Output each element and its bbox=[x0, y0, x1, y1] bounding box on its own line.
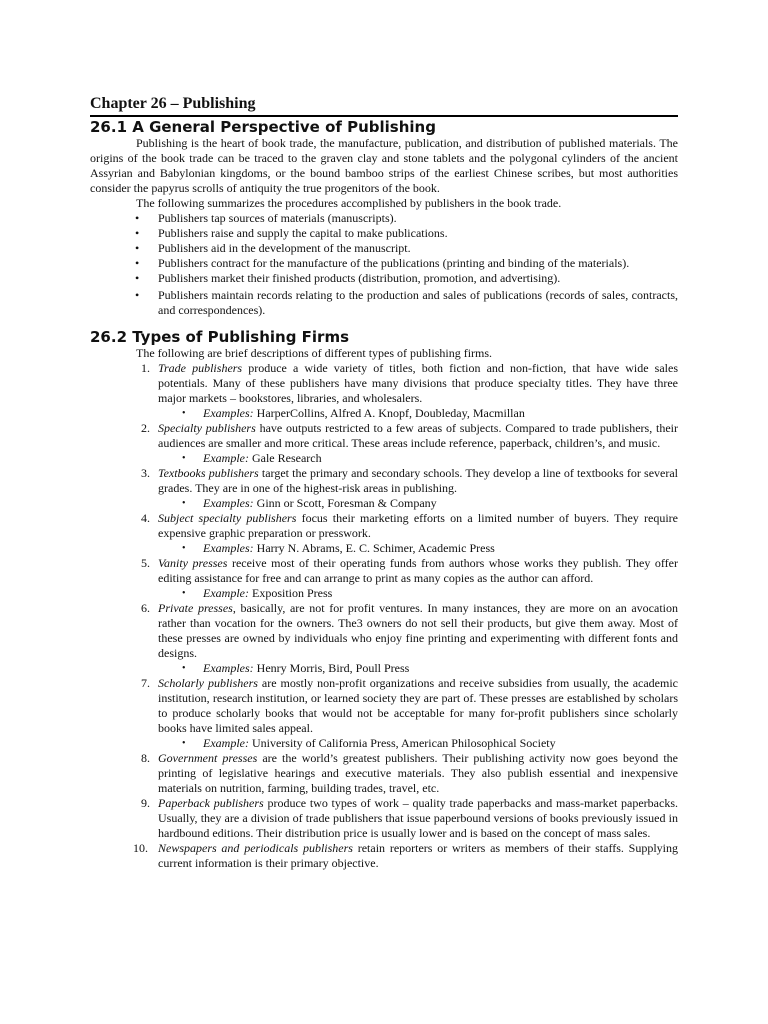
firm-type-term: Vanity presses bbox=[158, 556, 228, 570]
item-number: 6. bbox=[141, 601, 150, 615]
firm-type-description: receive most of their operating funds from authors whose works they publish. They offer editing assistance for free and can arrange to print as many copies as the author can afford. bbox=[158, 556, 678, 585]
list-item bbox=[90, 421, 678, 451]
list-item bbox=[90, 556, 678, 586]
example-label: Examples: bbox=[203, 496, 254, 510]
chapter-title: Chapter 26 – Publishing bbox=[90, 94, 678, 117]
firm-type-description: retain reporters or writers as members of their staffs. Supplying current information is their primary objective. bbox=[158, 841, 678, 870]
example-line bbox=[90, 406, 678, 421]
firm-type-term: Textbooks publishers bbox=[158, 466, 259, 480]
firm-type-description: are the world’s greatest publishers. Their publishing activity now goes beyond the printing of legislative hearings and executive materials. They also publish essential and inexpensive materials on nutrition, farming, building trades, travel, etc. bbox=[158, 751, 679, 795]
example-line bbox=[90, 496, 678, 511]
example-label: Example: bbox=[203, 451, 249, 465]
firm-type-description: produce two types of work – quality trade paperbacks and mass-market paperbacks. Usually, they are a division of trade publishers that issue paperbound versions of books previously issued in hardbound editions. Their distribution price is usually lower and is based on the concept of mass sales. bbox=[158, 796, 679, 840]
firm-type-description: are mostly non-profit organizations and receive subsidies from usually, the academic institution, research institution, or learned society they are part of. These presses are established by scholars to produce scholarly books that would not be acceptable for many for-profit publishers since scholarly books have limited sales appeal. bbox=[158, 676, 678, 735]
example-line bbox=[90, 586, 678, 601]
example-label: Examples: bbox=[203, 406, 254, 420]
section-heading-types-of-firms: 26.2 Types of Publishing Firms bbox=[90, 328, 349, 346]
list-item bbox=[90, 361, 678, 406]
firm-type-description: , basically, are not for profit ventures. In many instances, they are more on an avocation rather than vocation for the owners. The3 owners do not sell their products, but give them away. Most of these presses are owned by individuals who enjoy fine printing and experimenting with different fonts and designs. bbox=[158, 601, 678, 660]
example-text: Gale Research bbox=[248, 451, 322, 465]
firm-type-term: Private presses bbox=[158, 601, 233, 615]
item-number: 1. bbox=[141, 361, 150, 375]
list-item: • Publishers aid in the development of the manuscript. bbox=[90, 241, 678, 256]
section1-paragraph-1: Publishing is the heart of book trade, the manufacture, publication, and distribution of published materials. The origins of the book trade can be traced to the graven clay and stone tablets and the polygonal cylinders of the ancient Assyrian and Babylonian kingdoms, or the bound bamboo strips of the earliest Chinese scribes, but most authorities consider the papyrus scrolls of antiquity the true progenitors of the book. bbox=[90, 136, 678, 195]
example-line bbox=[90, 541, 678, 556]
list-item bbox=[90, 841, 678, 871]
document-page bbox=[90, 94, 678, 871]
item-number: 4. bbox=[141, 511, 150, 525]
list-item: • Publishers contract for the manufacture of the publications (printing and binding of the materials). bbox=[90, 256, 678, 271]
list-item: • Publishers raise and supply the capital to make publications. bbox=[90, 226, 678, 241]
publisher-procedures-list bbox=[90, 211, 678, 318]
firm-type-description: have outputs restricted to a few areas of subjects. Compared to trade publishers, their audiences are smaller and more critical. These areas include reference, paperback, children’s, and music. bbox=[158, 421, 678, 450]
item-number: 3. bbox=[141, 466, 150, 480]
item-number: 10. bbox=[133, 841, 148, 855]
example-line bbox=[90, 736, 678, 751]
item-number: 2. bbox=[141, 421, 150, 435]
firm-type-description: target the primary and secondary schools. They develop a line of textbooks for several grades. They are in one of the highest-risk areas in publishing. bbox=[158, 466, 678, 495]
firm-type-term: Scholarly publishers bbox=[158, 676, 258, 690]
example-line bbox=[90, 661, 678, 676]
item-number: 7. bbox=[141, 676, 150, 690]
firm-type-term: Government presses bbox=[158, 751, 258, 765]
list-item bbox=[90, 796, 678, 841]
example-line bbox=[90, 451, 678, 466]
list-item bbox=[90, 676, 678, 736]
item-number: 9. bbox=[141, 796, 150, 810]
item-number: 5. bbox=[141, 556, 150, 570]
example-label: Example: bbox=[203, 586, 249, 600]
firm-type-description: produce a wide variety of titles, both fiction and non-fiction, that have wide sales potentials. Many of these publishers have many divisions that produce specialty titles. They have three major markets – bookstores, libraries, and wholesalers. bbox=[158, 361, 678, 405]
firm-type-term: Newspapers and periodicals publishers bbox=[158, 841, 353, 855]
list-item bbox=[90, 511, 678, 541]
section1-paragraph-2: The following summarizes the procedures accomplished by publishers in the book trade. bbox=[136, 196, 562, 210]
example-text: Exposition Press bbox=[248, 586, 333, 600]
example-text: Ginn or Scott, Foresman & Company bbox=[253, 496, 437, 510]
example-label: Examples: bbox=[203, 661, 254, 675]
example-text: University of California Press, American Philosophical Society bbox=[248, 736, 556, 750]
firm-type-description: focus their marketing efforts on a limited number of buyers. They require expensive graphic preparation or presswork. bbox=[158, 511, 678, 540]
section-heading-general-perspective: 26.1 A General Perspective of Publishing bbox=[90, 118, 436, 136]
firm-type-term: Trade publishers bbox=[158, 361, 243, 375]
example-label: Examples: bbox=[203, 541, 254, 555]
list-item: • Publishers maintain records relating to the production and sales of publications (records of sales, contracts, and correspondences). bbox=[90, 288, 678, 318]
list-item bbox=[90, 466, 678, 496]
list-item bbox=[90, 601, 678, 661]
example-label: Example: bbox=[203, 736, 249, 750]
list-item: • Publishers tap sources of materials (manuscripts). bbox=[90, 211, 678, 226]
item-number: 8. bbox=[141, 751, 150, 765]
list-item: • Publishers market their finished products (distribution, promotion, and advertising). bbox=[90, 271, 678, 286]
firm-type-term: Subject specialty publishers bbox=[158, 511, 297, 525]
example-text: Harry N. Abrams, E. C. Schimer, Academic Press bbox=[253, 541, 495, 555]
firm-type-term: Specialty publishers bbox=[158, 421, 256, 435]
firm-type-term: Paperback publishers bbox=[158, 796, 264, 810]
section2-intro: The following are brief descriptions of different types of publishing firms. bbox=[136, 346, 493, 360]
example-text: Henry Morris, Bird, Poull Press bbox=[253, 661, 410, 675]
list-item bbox=[90, 751, 678, 796]
example-text: HarperCollins, Alfred A. Knopf, Doubleday, Macmillan bbox=[253, 406, 525, 420]
publishing-firm-types-list bbox=[90, 361, 678, 871]
